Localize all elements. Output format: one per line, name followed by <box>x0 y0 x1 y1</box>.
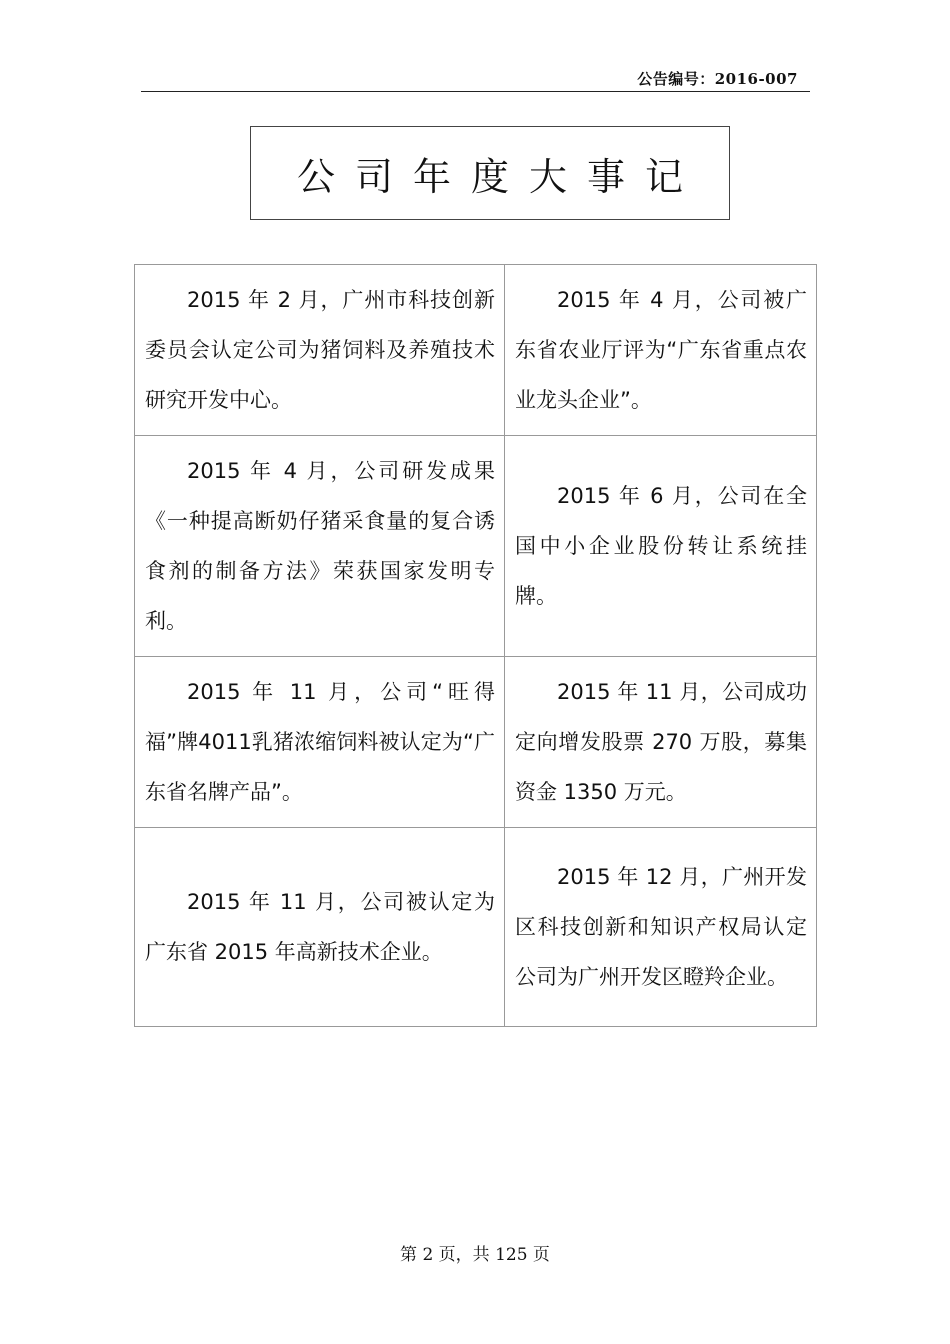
table-row <box>135 828 817 1027</box>
page-title: 公司年度大事记 <box>250 126 730 220</box>
events-table <box>134 264 817 1027</box>
table-row <box>135 436 817 657</box>
event-cell <box>505 265 817 436</box>
header-divider <box>141 91 810 92</box>
event-text: 2015 年 6 月，公司在全国中小企业股份转让系统挂牌。 <box>515 484 807 608</box>
table-row <box>135 657 817 828</box>
event-cell <box>505 828 817 1027</box>
table-row <box>135 265 817 436</box>
event-cell <box>505 436 817 657</box>
event-text: 2015 年 11 月，公司“旺得福”牌4011乳猪浓缩饲料被认定为“广东省名牌产品”。 <box>145 680 495 804</box>
event-text: 2015 年 12 月，广州开发区科技创新和知识产权局认定公司为广州开发区瞪羚企业。 <box>515 865 807 989</box>
page-footer: 第 2 页，共 125 页 <box>400 1245 550 1265</box>
event-cell <box>505 657 817 828</box>
announcement-number: 公告编号：2016-007 <box>637 70 798 88</box>
event-cell <box>135 436 505 657</box>
event-cell <box>135 657 505 828</box>
event-text: 2015 年 4 月，公司被广东省农业厅评为“广东省重点农业龙头企业”。 <box>515 288 807 412</box>
event-text: 2015 年 2 月，广州市科技创新委员会认定公司为猪饲料及养殖技术研究开发中心。 <box>145 288 495 412</box>
event-cell <box>135 265 505 436</box>
event-text: 2015 年 11 月，公司成功定向增发股票 270 万股，募集资金 1350 万元。 <box>515 680 807 804</box>
event-text: 2015 年 4 月，公司研发成果《一种提高断奶仔猪采食量的复合诱食剂的制备方法》荣获国家发明专利。 <box>145 459 495 633</box>
event-text: 2015 年 11 月，公司被认定为广东省 2015 年高新技术企业。 <box>145 890 495 964</box>
event-cell <box>135 828 505 1027</box>
